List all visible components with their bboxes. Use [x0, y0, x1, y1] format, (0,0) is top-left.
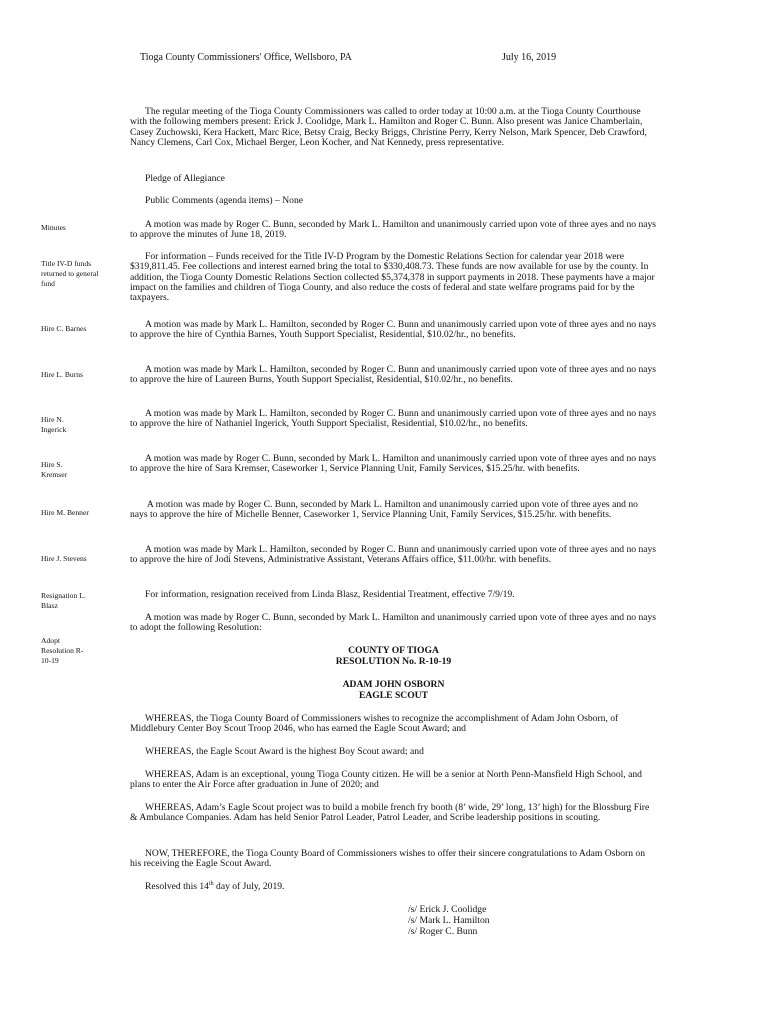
hire-burns-text: A motion was made by Mark L. Hamilton, seconded by Roger C. Bunn and unanimously carried upon vote of three ayes and no nays to approve the hire of Laureen Burns, Youth Support Specialist, Residential, $10.02/hr., no benefits.: [130, 364, 657, 386]
whereas-paragraph-2: [130, 747, 657, 757]
side-label-title-ivd: Title IV-D funds returned to general fund: [41, 259, 99, 288]
resolved-text-start: Resolved this 14: [145, 881, 209, 892]
hire-barnes-paragraph: [130, 320, 657, 341]
hire-benner-paragraph: [130, 500, 657, 521]
hire-ingerick-text: A motion was made by Mark L. Hamilton, seconded by Roger C. Bunn and unanimously carried upon vote of three ayes and no nays to approve the hire of Nathaniel Ingerick, Youth Support Specialist, Residential, $10.02/hr., no benefits.: [130, 408, 657, 430]
hire-barnes-text: A motion was made by Mark L. Hamilton, seconded by Roger C. Bunn and unanimously carried upon vote of three ayes and no nays to approve the hire of Cynthia Barnes, Youth Support Specialist, Residential, $10.02/hr., no benefits.: [130, 319, 657, 341]
signature-hamilton: /s/ Mark L. Hamilton: [408, 915, 490, 926]
whereas-text-1: WHEREAS, the Tioga County Board of Commissioners wishes to recognize the accomplishment of Adam John Osborn, of Middlebury Center Boy Scout Troop 2046, who has earned the Eagle Scout Award; and: [130, 713, 619, 735]
intro-paragraph: [130, 107, 657, 148]
side-label-hire-kremser: Hire S. Kremser: [41, 460, 68, 479]
hire-stevens-text: A motion was made by Mark L. Hamilton, seconded by Roger C. Bunn and unanimously carried upon vote of three ayes and no nays to approve the hire of Jodi Stevens, Administrative Assistant, Veterans Affairs office, $11.00/hr. with benefits.: [130, 544, 657, 566]
resolved-text-end: day of July, 2019.: [213, 881, 285, 892]
side-label-hire-burns: Hire L. Burns: [41, 370, 83, 379]
resolution-heading-award: EAGLE SCOUT: [358, 690, 429, 701]
public-comments-line: Public Comments (agenda items) – None: [145, 195, 304, 206]
header-office: Tioga County Commissioners' Office, Wellsboro, PA: [140, 52, 352, 63]
header-date: July 16, 2019: [502, 52, 557, 63]
hire-burns-paragraph: [130, 365, 657, 386]
intro-text: The regular meeting of the Tioga County Commissioners was called to order today at 10:00 a.m. at the Tioga County Courthouse with the following members present: Erick J. Coolidge, Mark L. Hamilton and Roger C. Bunn. Also present was Janice Chamberlain, Casey Zuchowski, Kera Hackett, Marc Rice, Betsy Craig, Becky Briggs, Christine Perry, Kerry Nelson, Mark Spencer, Deb Crawford, Nancy Clemens, Carl Cox, Michael Berger, Leon Kocher, and Nat Kennedy, press representative.: [130, 106, 647, 148]
whereas-paragraph-3: [130, 770, 657, 791]
side-label-adopt-resolution: Adopt Resolution R-10-19: [41, 636, 84, 665]
hire-ingerick-paragraph: [130, 409, 657, 430]
resolved-ordinal: th: [208, 880, 214, 887]
hire-stevens-paragraph: [130, 545, 657, 566]
hire-benner-text: A motion was made by Roger C. Bunn, seconded by Mark L. Hamilton and unanimously carried upon vote of three ayes and no nays to approve the hire of Michelle Benner, Caseworker 1, Service Planning Unit, Family Services, $15.25/hr. with benefits.: [130, 499, 638, 521]
side-label-minutes: Minutes: [41, 223, 66, 232]
title-ivd-paragraph: [130, 252, 657, 303]
minutes-text: A motion was made by Roger C. Bunn, seconded by Mark L. Hamilton and unanimously carried upon vote of three ayes and no nays to approve the minutes of June 18, 2019.: [130, 219, 657, 241]
therefore-paragraph: [130, 849, 657, 870]
side-label-resignation-blasz: Resignation L. Blasz: [41, 591, 86, 610]
minutes-paragraph: [130, 220, 657, 241]
adopt-resolution-text: A motion was made by Roger C. Bunn, seconded by Mark L. Hamilton and unanimously carried upon vote of three ayes and no nays to adopt the following Resolution:: [130, 612, 657, 634]
whereas-text-4: WHEREAS, Adam’s Eagle Scout project was to build a mobile french fry booth (8’ wide, 29’ long, 13’ high) for the Blossburg Fire & Ambulance Companies. Adam has held Senior Patrol Leader, Patrol Leader, and Scribe leadership positions in scouting.: [130, 802, 650, 824]
whereas-paragraph-1: [130, 714, 657, 735]
therefore-text: NOW, THEREFORE, the Tioga County Board of Commissioners wishes to offer their sincere congratulations to Adam Osborn on his receiving the Eagle Scout Award.: [130, 848, 645, 870]
hire-kremser-text: A motion was made by Roger C. Bunn, seconded by Mark L. Hamilton and unanimously carried upon vote of three ayes and no nays to approve the hire of Sara Kremser, Caseworker 1, Service Planning Unit, Family Services, $15.25/hr. with benefits.: [130, 453, 657, 475]
title-ivd-text: For information – Funds received for the Title IV-D Program by the Domestic Relations Section for calendar year 2018 were $319,811.45. Fee collections and interest earned bring the total to $330,408.73. These funds are now available for use by the county. In addition, the Tioga County Domestic Relations Section collected $5,374,378 in support payments in 2018. These payments have a major impact on the families and children of Tioga County, and also reduce the costs of federal and state welfare programs paid for by the taxpayers.: [130, 251, 655, 304]
pledge-line: Pledge of Allegiance: [145, 173, 225, 184]
side-label-hire-barnes: Hire C. Barnes: [41, 324, 87, 333]
side-label-hire-stevens: Hire J. Stevens: [41, 554, 87, 563]
side-label-hire-ingerick: Hire N. Ingerick: [41, 415, 67, 434]
signature-bunn: /s/ Roger C. Bunn: [408, 926, 478, 937]
resignation-text: For information, resignation received from Linda Blasz, Residential Treatment, effective 7/9/19.: [145, 589, 515, 600]
signature-coolidge: /s/ Erick J. Coolidge: [408, 904, 487, 915]
resolution-heading-name: ADAM JOHN OSBORN: [342, 679, 445, 690]
adopt-resolution-paragraph: [130, 613, 657, 634]
whereas-text-3: WHEREAS, Adam is an exceptional, young Tioga County citizen. He will be a senior at North Penn-Mansfield High School, and plans to enter the Air Force after graduation in June of 2020; and: [130, 769, 642, 791]
resolved-line: [145, 882, 284, 892]
side-label-hire-benner: Hire M. Benner: [41, 508, 89, 517]
resolution-heading-county: COUNTY OF TIOGA: [348, 645, 439, 656]
resolution-heading-number: RESOLUTION No. R-10-19: [335, 656, 452, 667]
hire-kremser-paragraph: [130, 454, 657, 475]
whereas-text-2: WHEREAS, the Eagle Scout Award is the highest Boy Scout award; and: [145, 746, 424, 757]
resignation-paragraph: [130, 590, 657, 600]
whereas-paragraph-4: [130, 803, 657, 824]
